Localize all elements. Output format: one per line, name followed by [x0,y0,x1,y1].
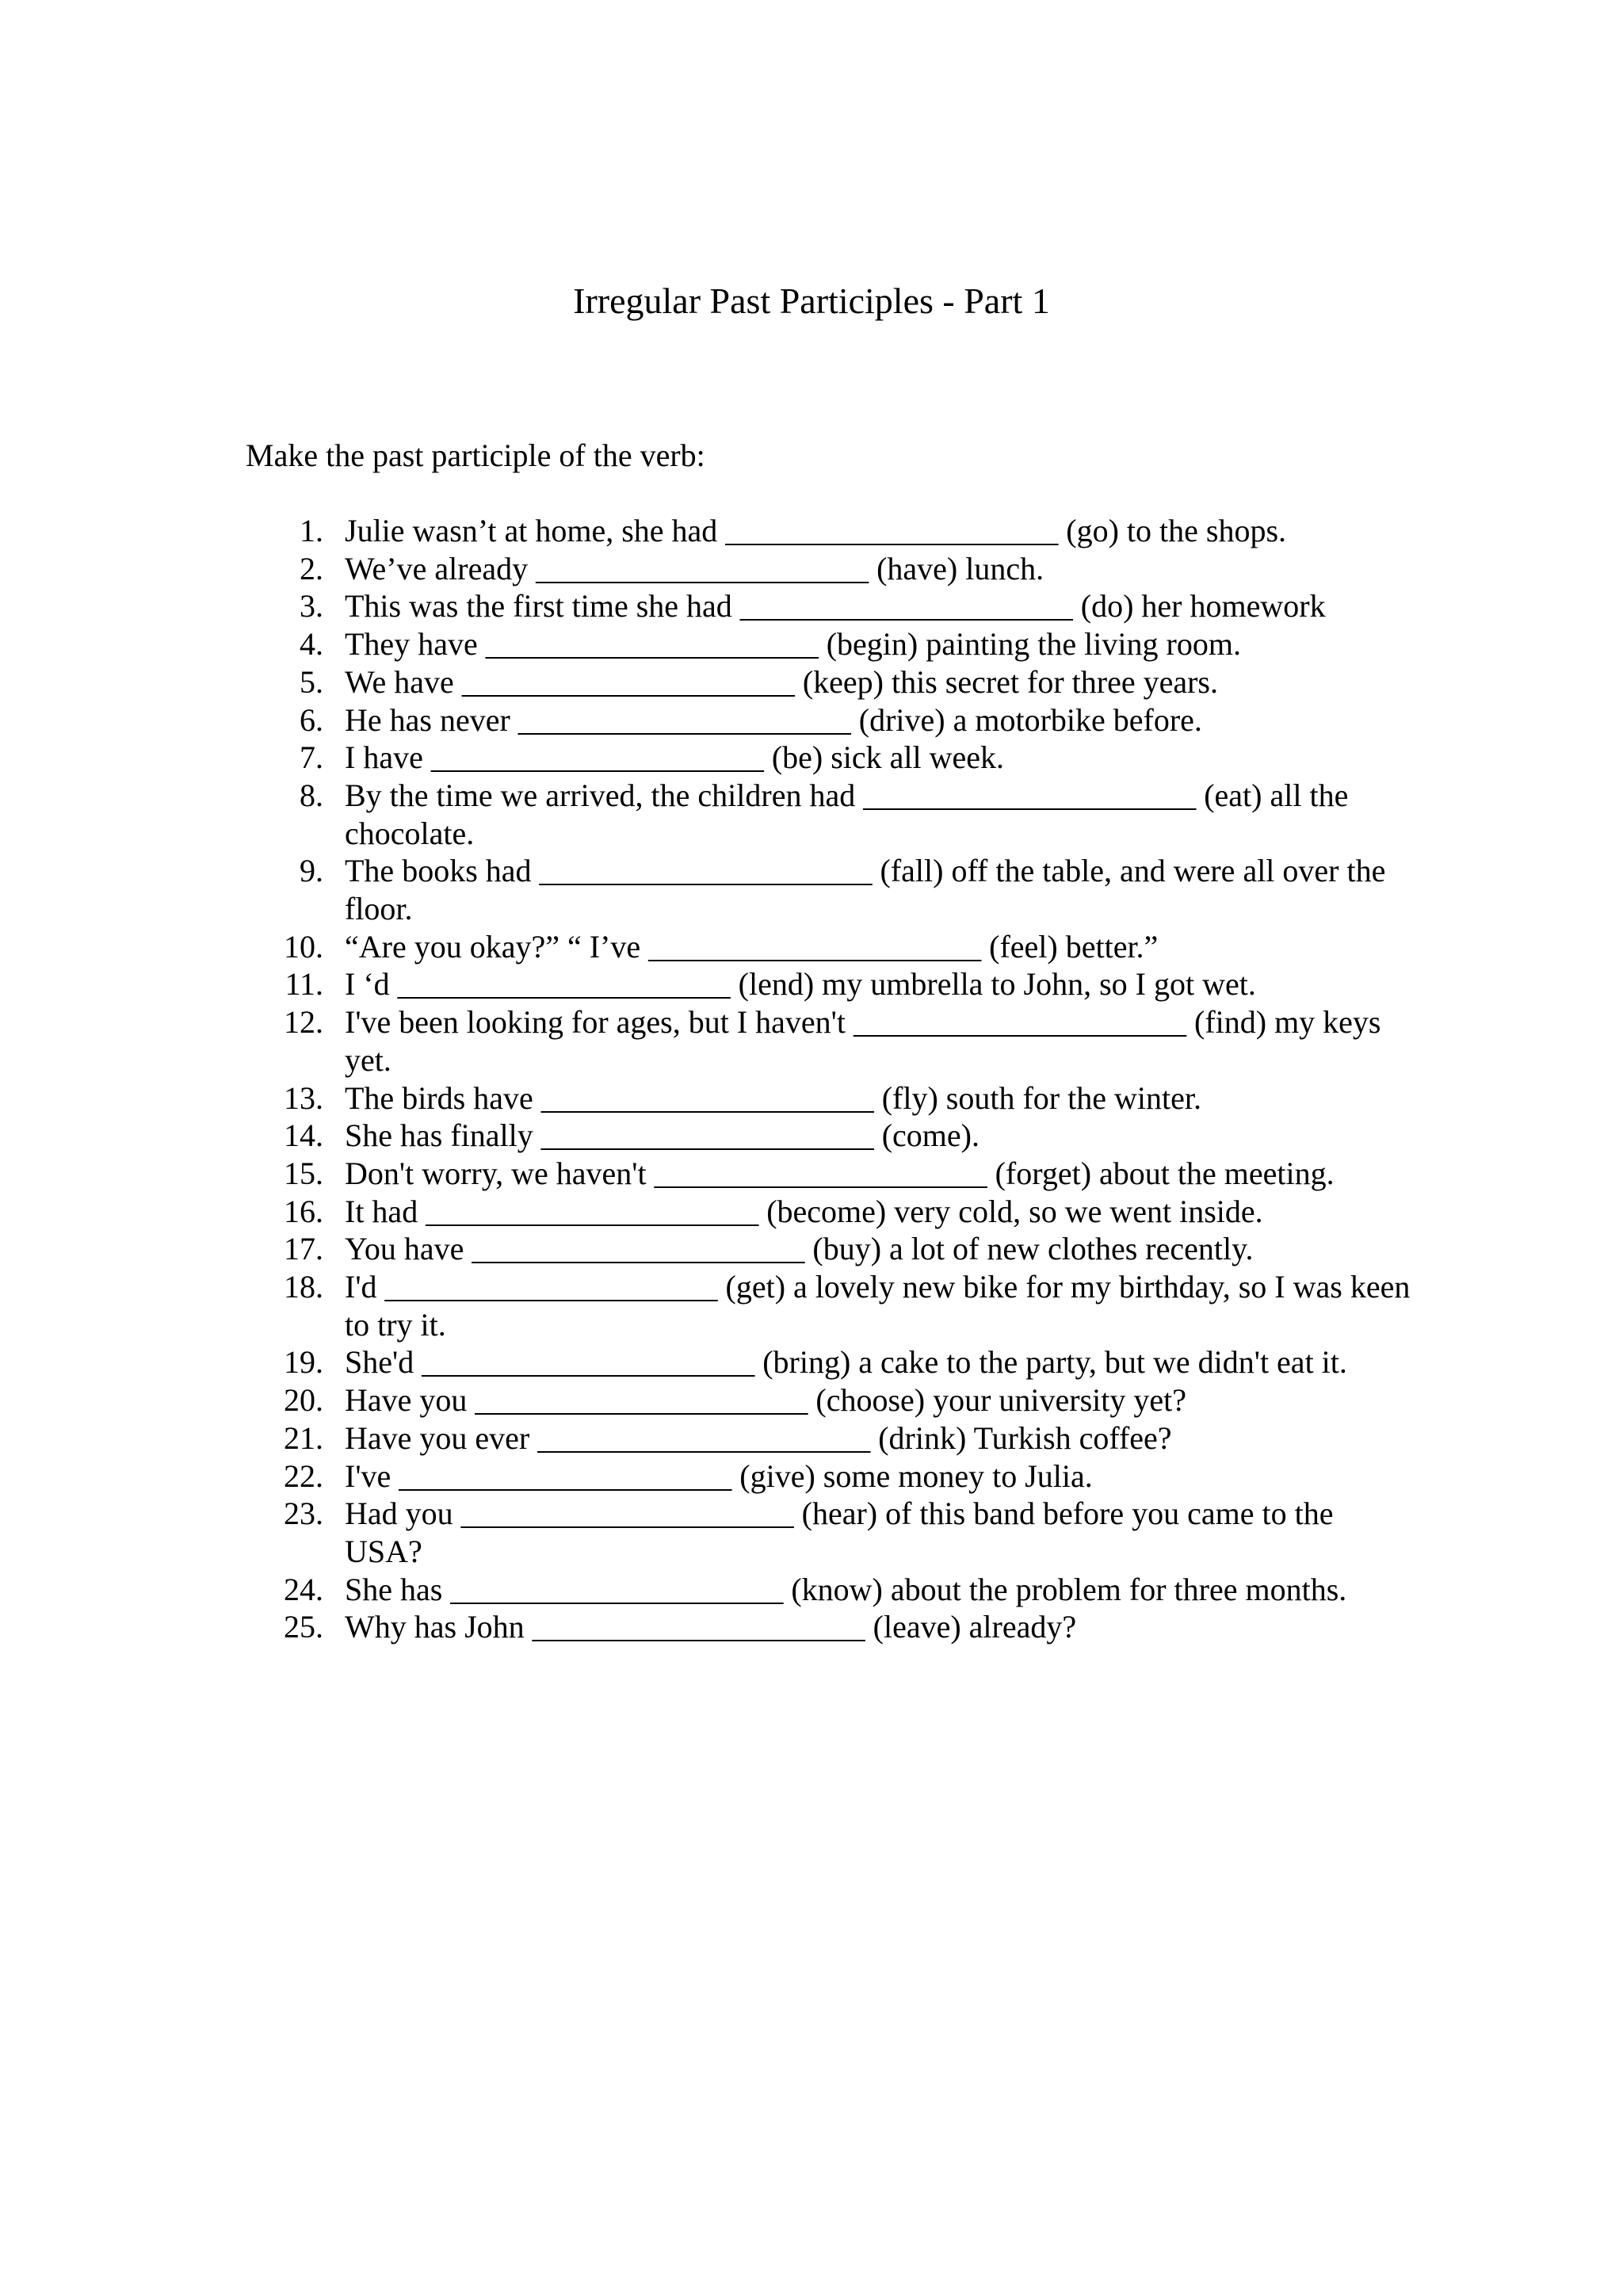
exercise-sentence: “Are you okay?” “ I’ve _____________________ (feel) better.” [345,928,1159,965]
exercise-sentence: The birds have _____________________ (fly) south for the winter. [345,1079,1201,1116]
exercise-item [0,587,1411,625]
exercise-number: 14. [284,1117,323,1154]
exercise-number: 10. [284,928,323,965]
exercise-sentence: He has never _____________________ (drive) a motorbike before. [345,701,1202,738]
exercise-sentence: Julie wasn’t at home, she had _____________________ (go) to the shops. [345,513,1287,548]
exercise-item [0,965,1411,1003]
exercise-item [0,739,1411,777]
page-title: Irregular Past Participles - Part 1 [573,281,1050,321]
exercise-item [0,1193,1411,1231]
exercise-number: 18. [284,1269,323,1305]
exercise-number: 2. [300,550,323,586]
exercise-number: 16. [284,1193,323,1229]
exercise-number: 4. [300,626,323,663]
exercise-number: 5. [300,663,323,700]
exercise-number: 8. [300,777,323,813]
exercise-number: 17. [284,1231,323,1267]
exercise-item [0,1381,1411,1419]
exercise-number: 15. [284,1155,323,1191]
exercise-sentence: I'd _____________________ (get) a lovely new bike for my birthday, so I was keen to try it. [345,1269,1411,1343]
exercise-item [0,1230,1411,1268]
exercise-number: 12. [284,1004,323,1041]
exercise-item [0,1419,1411,1457]
exercise-item [0,1571,1411,1609]
exercise-sentence: I ‘d _____________________ (lend) my umbrella to John, so I got wet. [345,966,1256,1003]
exercise-item [0,663,1411,701]
exercise-item [0,1117,1411,1155]
exercise-sentence: Had you _____________________ (hear) of this band before you came to the USA? [345,1496,1334,1569]
exercise-number: 7. [300,739,323,776]
exercise-number: 11. [285,966,323,1003]
exercise-item [0,1608,1411,1646]
exercise-item [0,512,1411,550]
exercise-item [0,1003,1411,1079]
exercise-item [0,701,1411,739]
exercise-number: 22. [284,1457,323,1494]
exercise-number: 3. [300,588,323,625]
exercise-sentence: She has _____________________ (know) about the problem for three months. [345,1571,1347,1607]
exercise-sentence: Why has John _____________________ (leave) already? [345,1609,1077,1645]
exercise-sentence: I have _____________________ (be) sick all week. [345,739,1005,776]
exercise-sentence: They have _____________________ (begin) painting the living room. [345,626,1241,663]
exercise-sentence: She has finally _____________________ (come). [345,1117,980,1154]
exercise-sentence: We have _____________________ (keep) this secret for three years. [345,663,1218,700]
exercise-sentence: It had _____________________ (become) very cold, so we went inside. [345,1193,1263,1229]
exercise-sentence: You have _____________________ (buy) a lot of new clothes recently. [345,1231,1254,1267]
exercise-item [0,1495,1411,1570]
exercise-item [0,1155,1411,1193]
exercise-number: 19. [284,1344,323,1381]
exercise-number: 23. [284,1496,323,1532]
exercise-item [0,852,1411,927]
exercise-item [0,928,1411,966]
exercise-sentence: I've been looking for ages, but I haven't _____________________ (find) my keys yet. [345,1004,1381,1078]
exercise-sentence: Have you _____________________ (choose) your university yet? [345,1382,1187,1419]
exercise-sentence: By the time we arrived, the children had _____________________ (eat) all the chocolate. [345,777,1349,851]
exercise-item [0,1268,1411,1343]
exercise-sentence: This was the first time she had _____________________ (do) her homework [345,588,1326,625]
exercise-item [0,1079,1411,1117]
exercise-number: 20. [284,1382,323,1419]
exercise-sentence: Have you ever _____________________ (drink) Turkish coffee? [345,1419,1172,1456]
exercise-item [0,1457,1411,1496]
exercise-number: 13. [284,1079,323,1116]
exercise-item [0,550,1411,588]
instruction-text: Make the past participle of the verb: [246,437,705,473]
exercise-sentence: The books had _____________________ (fall) off the table, and were all over the floor. [345,853,1386,927]
exercise-item [0,625,1411,663]
exercise-number: 21. [284,1419,323,1456]
exercise-number: 1. [300,513,323,548]
exercise-number: 9. [300,853,323,889]
exercise-item [0,777,1411,852]
exercise-sentence: Don't worry, we haven't _____________________ (forget) about the meeting. [345,1155,1335,1191]
exercise-list [0,512,1411,1646]
exercise-sentence: I've _____________________ (give) some money to Julia. [345,1457,1093,1494]
exercise-sentence: We’ve already _____________________ (have) lunch. [345,550,1044,586]
exercise-number: 25. [284,1609,323,1645]
exercise-number: 6. [300,701,323,738]
exercise-item [0,1343,1411,1381]
exercise-sentence: She'd _____________________ (bring) a cake to the party, but we didn't eat it. [345,1344,1347,1381]
exercise-number: 24. [284,1571,323,1607]
